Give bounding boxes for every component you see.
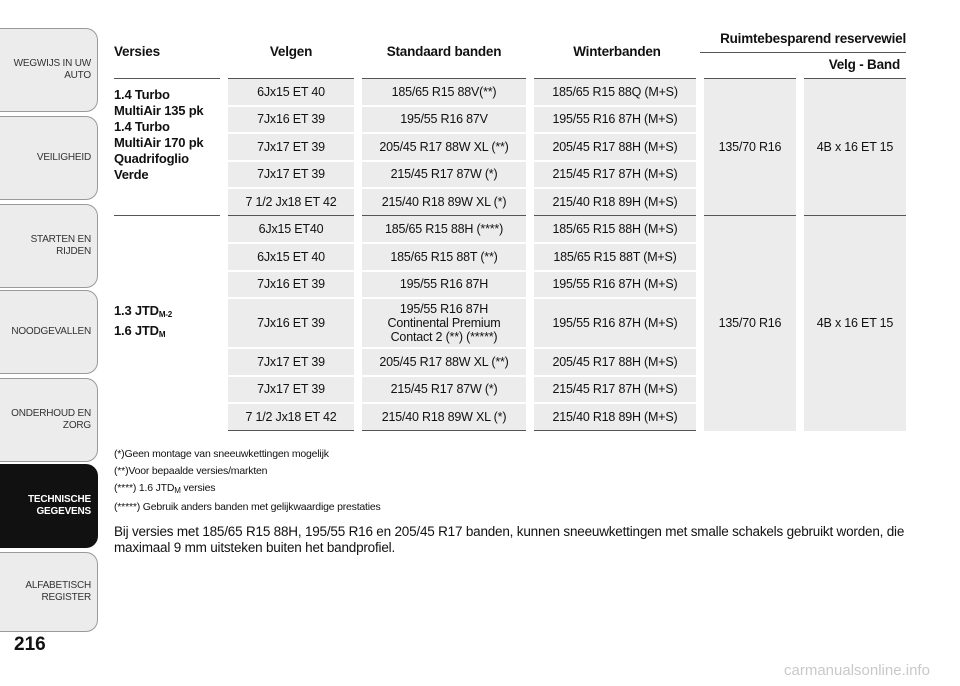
table-header-row bbox=[114, 26, 906, 52]
cell-standaard: 215/45 R17 87W (*) bbox=[358, 376, 530, 404]
cell-winter: 215/40 R18 89H (M+S) bbox=[530, 403, 700, 431]
header-velg-band: Velg - Band bbox=[700, 52, 906, 78]
version-cell bbox=[114, 216, 224, 431]
version-cell: 1.4 Turbo MultiAir 135 pk 1.4 Turbo MultiAir 170 pk Quadrifoglio Verde bbox=[114, 78, 224, 216]
version-line: 1.3 $JTD_{M-2}$ bbox=[114, 303, 173, 320]
cell-velg: 7 1/2 Jx18 ET 42 bbox=[224, 188, 358, 216]
table-row bbox=[114, 216, 906, 244]
cell-winter: 205/45 R17 88H (M+S) bbox=[530, 348, 700, 376]
cell-standaard: 185/65 R15 88V(**) bbox=[358, 78, 530, 106]
tab-technische-gegevens[interactable] bbox=[0, 464, 98, 548]
cell-velg: 7Jx17 ET 39 bbox=[224, 161, 358, 189]
cell-winter: 215/45 R17 87H (M+S) bbox=[530, 161, 700, 189]
tab-label: TECHNISCHE GEGEVENS bbox=[27, 494, 91, 517]
cell-standaard: 205/45 R17 88W XL (**) bbox=[358, 348, 530, 376]
cell-winter: 185/65 R15 88H (M+S) bbox=[530, 216, 700, 244]
cell-winter: 215/45 R17 87H (M+S) bbox=[530, 376, 700, 404]
cell-standaard: 215/45 R17 87W (*) bbox=[358, 161, 530, 189]
cell-velg: 7Jx17 ET 39 bbox=[224, 348, 358, 376]
cell-velg: 7 1/2 Jx18 ET 42 bbox=[224, 403, 358, 431]
cell-standaard: 195/55 R16 87V bbox=[358, 106, 530, 134]
cell-standaard: 205/45 R17 88W XL (**) bbox=[358, 133, 530, 161]
header-standaard-banden: Standaard banden bbox=[358, 26, 530, 78]
cell-winter: 185/65 R15 88T (M+S) bbox=[530, 243, 700, 271]
footnote: (*****) Gebruik anders banden met gelijkwaardige prestaties bbox=[114, 501, 381, 513]
tab-label: NOODGEVALLEN bbox=[11, 326, 91, 337]
version-line: 1.6 $JTD_M$ bbox=[114, 323, 166, 340]
cell-velg: 7Jx17 ET 39 bbox=[224, 376, 358, 404]
cell-winter: 185/65 R15 88Q (M+S) bbox=[530, 78, 700, 106]
cell-winter: 215/40 R18 89H (M+S) bbox=[530, 188, 700, 216]
cell-spare-tyre: 135/70 R16 bbox=[700, 216, 800, 431]
footnote: (**)Voor bepaalde versies/markten bbox=[114, 465, 268, 477]
cell-winter: 205/45 R17 88H (M+S) bbox=[530, 133, 700, 161]
cell-standaard: 215/40 R18 89W XL (*) bbox=[358, 188, 530, 216]
tab-starten-en-rijden[interactable] bbox=[0, 204, 98, 288]
cell-velg: 6Jx15 ET 40 bbox=[224, 78, 358, 106]
cell-winter: 195/55 R16 87H (M+S) bbox=[530, 298, 700, 348]
cell-spare-rim: 4B x 16 ET 15 bbox=[800, 78, 906, 216]
cell-velg: 7Jx17 ET 39 bbox=[224, 133, 358, 161]
cell-velg: 6Jx15 ET40 bbox=[224, 216, 358, 244]
tab-onderhoud-en-zorg[interactable] bbox=[0, 378, 98, 462]
cell-standaard: 195/55 R16 87H bbox=[358, 271, 530, 299]
snow-chain-note: Bij versies met 185/65 R15 88H, 195/55 R16 en 205/45 R17 banden, kunnen sneeuwkettingen met smalle schakels gebruikt worden, die maximaal 9 mm uitsteken buiten het bandprofiel. bbox=[114, 524, 905, 555]
tab-label: ONDERHOUD EN ZORG bbox=[11, 408, 91, 431]
table-row bbox=[114, 78, 906, 106]
tab-label: ALFABETISCH REGISTER bbox=[25, 580, 91, 603]
tyre-table bbox=[114, 26, 906, 431]
header-winterbanden: Winterbanden bbox=[530, 26, 700, 78]
cell-standaard: 185/65 R15 88H (****) bbox=[358, 216, 530, 244]
cell-winter: 195/55 R16 87H (M+S) bbox=[530, 106, 700, 134]
cell-standaard: 215/40 R18 89W XL (*) bbox=[358, 403, 530, 431]
header-ruimtebesparend: Ruimtebesparend reservewiel bbox=[700, 26, 906, 52]
cell-standaard: 185/65 R15 88T (**) bbox=[358, 243, 530, 271]
cell-velg: 6Jx15 ET 40 bbox=[224, 243, 358, 271]
cell-spare-tyre: 135/70 R16 bbox=[700, 78, 800, 216]
tab-label: VEILIGHEID bbox=[36, 152, 91, 163]
page-number: 216 bbox=[14, 634, 46, 655]
cell-spare-rim: 4B x 16 ET 15 bbox=[800, 216, 906, 431]
cell-velg: 7Jx16 ET 39 bbox=[224, 298, 358, 348]
tab-label: WEGWIJS IN UW AUTO bbox=[13, 58, 91, 81]
tab-wegwijs[interactable] bbox=[0, 28, 98, 112]
tab-alfabetisch-register[interactable] bbox=[0, 552, 98, 632]
cell-winter: 195/55 R16 87H (M+S) bbox=[530, 271, 700, 299]
tab-veiligheid[interactable] bbox=[0, 116, 98, 200]
cell-velg: 7Jx16 ET 39 bbox=[224, 106, 358, 134]
cell-standaard: 195/55 R16 87H Continental Premium Contact 2 (**) (*****) bbox=[358, 298, 530, 348]
watermark: carmanualsonline.info bbox=[784, 662, 930, 679]
footnotes bbox=[114, 446, 914, 556]
footnote: (****) 1.6 $JTD_M$ versies bbox=[114, 482, 216, 495]
tab-noodgevallen[interactable] bbox=[0, 290, 98, 374]
footnote: (*)Geen montage van sneeuwkettingen mogelijk bbox=[114, 448, 329, 460]
header-velgen: Velgen bbox=[224, 26, 358, 78]
cell-velg: 7Jx16 ET 39 bbox=[224, 271, 358, 299]
header-versies: Versies bbox=[114, 26, 224, 78]
tab-label: STARTEN EN RIJDEN bbox=[30, 234, 91, 257]
